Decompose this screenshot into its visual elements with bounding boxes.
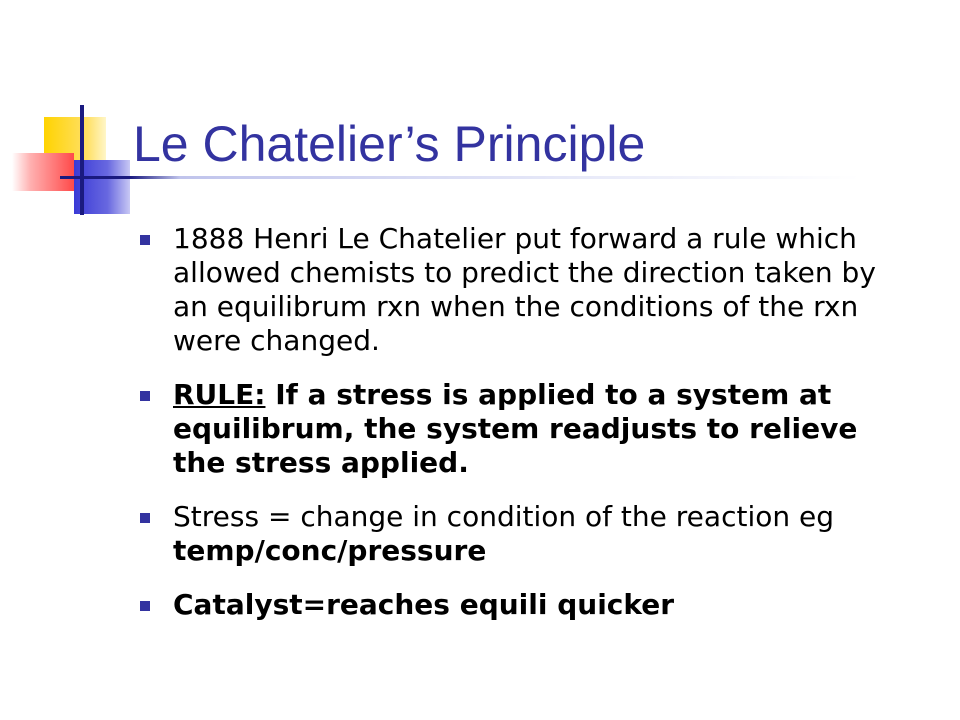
square-bullet-icon [140,391,150,401]
bullet-list [140,222,910,642]
rule-label: RULE: [173,378,266,411]
square-bullet-icon [140,513,150,523]
square-bullet-icon [140,601,150,611]
bullet-emphasis: temp/conc/pressure [173,534,487,567]
bullet-item-rule [140,378,910,480]
rule-text: If a stress is applied to a system at equilibrum, the system readjusts to relieve the stress applied. [173,378,858,479]
decor-red-bar [12,153,74,191]
bullet-item [140,588,910,622]
square-bullet-icon [140,235,150,245]
bullet-item [140,222,910,358]
bullet-text: Catalyst=reaches equili quicker [173,588,675,621]
bullet-text: Stress = change in condition of the reaction eg [173,500,834,533]
slide-title: Le Chatelier’s Principle [133,116,646,172]
decor-vertical-line [80,105,84,215]
title-underline [60,176,860,179]
bullet-item [140,500,910,568]
bullet-text: 1888 Henri Le Chatelier put forward a rule which allowed chemists to predict the direction taken by an equilibrum rxn when the conditions of the rxn were changed. [173,222,876,357]
